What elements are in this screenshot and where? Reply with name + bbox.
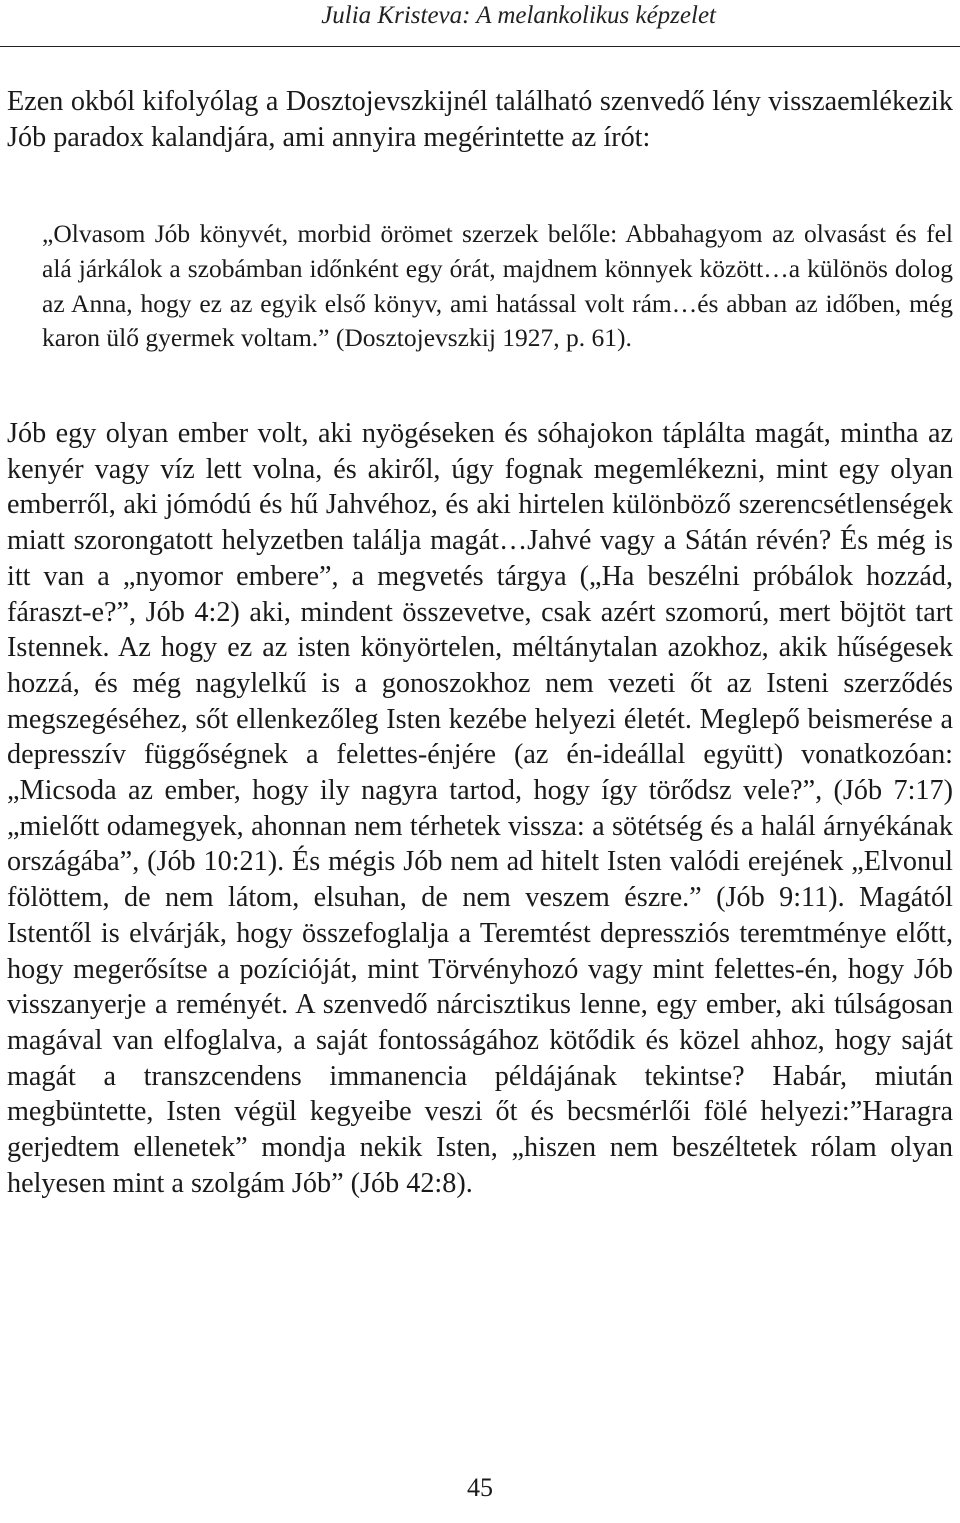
main-paragraph: Jób egy olyan ember volt, aki nyögéseken és sóhajokon táplálta magát, mintha az kenyér vagy víz lett volna, és akiről, úgy fognak megemlékezni, mint egy olyan emberről, aki jómódú és hű Jahvéhoz, és aki hirtelen különböző szerencsétlenségek miatt szorongatott helyzetben találja magát…Jahvé vagy a Sátán révén? És még is itt van a „nyomor embere”, a megvetés tárgya („Ha beszélni próbálok hozzád, fáraszt-e?”, Jób 4:2) aki, mindent összevetve, csak azért szomorú, mert böjtöt tart Istennek. Az hogy ez az isten könyörtelen, méltánytalan azokhoz, akik hűségesek hozzá, és még nagylelkű is a gonoszokhoz nem vezeti őt az Isteni szerződés megszegéséhez, sőt ellenkezőleg Isten kezébe helyezi életét. Meglepő beismerése a depresszív függőségnek a felettes-énjére (az én-ideállal együtt) vonatkozóan: „Micsoda az ember, hogy ily nagyra tartod, hogy így törődsz vele?”, (Jób 7:17) „mielőtt odamegyek, ahonnan nem térhetek vissza: a sötétség és a halál árnyékának országába”, (Jób 10:21). És mégis Jób nem ad hitelt Isten valódi erejének „Elvonul fölöttem, de nem látom, elsuhan, de nem veszem észre.” (Jób 9:11). Magától Istentől is elvárják, hogy összefoglalja a Teremtést depressziós teremtménye előtt, hogy megerősítse a pozícióját, mint Törvényhozó vagy mint felettes-én, hogy Jób visszanyerje a reményét. A szenvedő nárcisztikus lenne, egy ember, aki túlságosan magával van elfoglalva, a saját fontosságához kötődik és közel ahhoz, hogy saját magát a transzcendens immanencia példájának tekintse? Habár, miután megbüntette, Isten végül kegyeibe veszi őt és becsmérlői fölé helyezi:”Haragra gerjedtem ellenetek” mondja nekik Isten, „hiszen nem beszéltetek rólam olyan helyesen mint a szolgám Jób” (Jób 42:8). (7, 418, 953, 1199)
block-quote: „Olvasom Jób könyvét, morbid örömet szerzek belőle: Abbahagyom az olvasást és fel alá járkálok a szobámban időnként egy órát, majdnem könnyek között…a különös dolog az Anna, hogy ez az egyik első könyv, ami hatással volt rám…és abban az időben, még karon ülő gyermek voltam.” (Dosztojevszkij 1927, p. 61). (42, 219, 953, 353)
intro-paragraph: Ezen okból kifolyólag a Dosztojevszkijnél található szenvedő lény visszaemlékezik Jób paradox kalandjára, ami annyira megérintette az írót: (7, 86, 953, 153)
running-header (0, 0, 960, 47)
running-title: Julia Kristeva: A melankolikus képzelet (321, 2, 716, 29)
page-number: 45 (467, 1473, 493, 1502)
